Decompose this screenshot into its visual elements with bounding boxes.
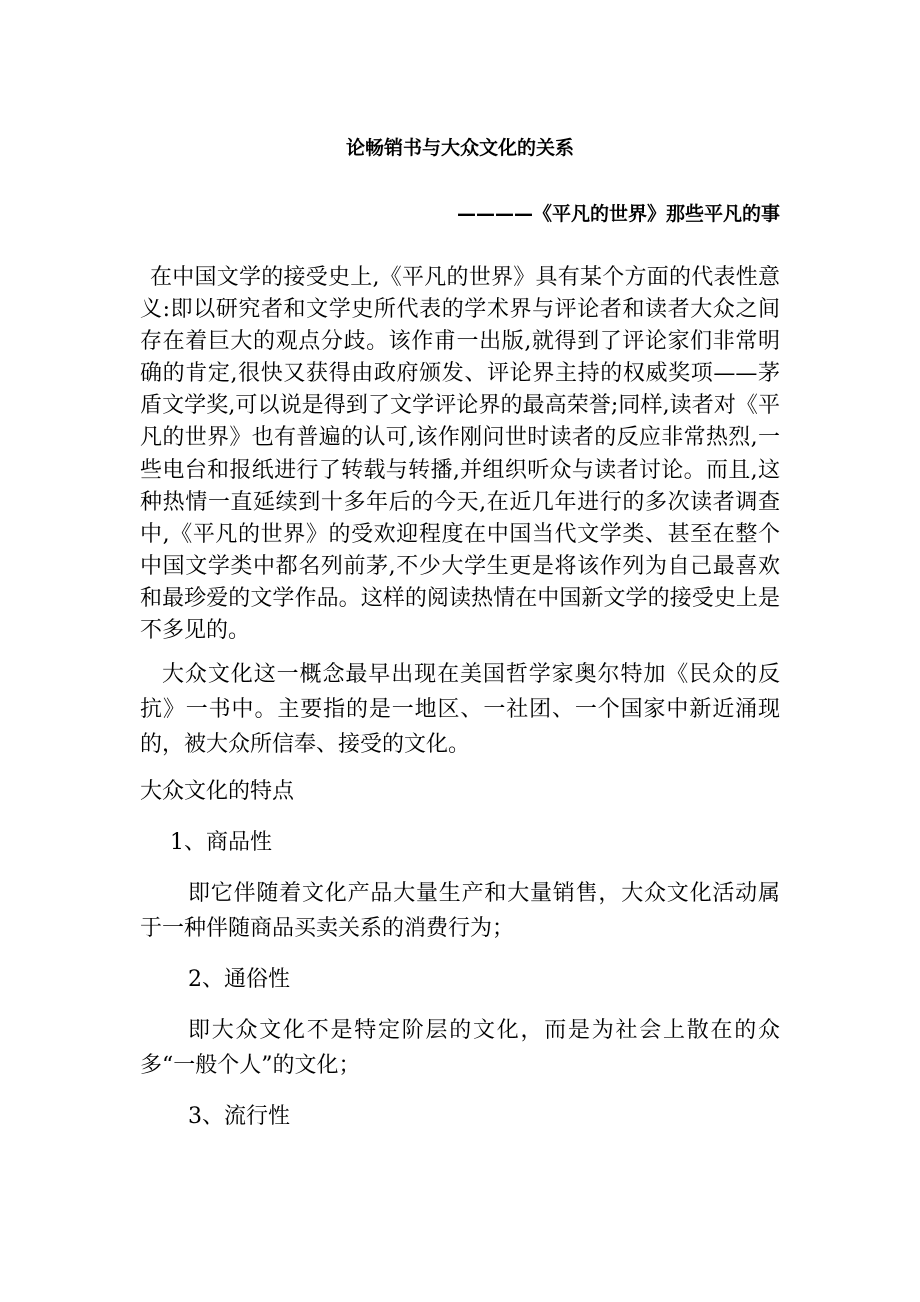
feature-item-title-popular: 2、通俗性 [188,967,290,993]
feature-item-text-commodity: 即它伴随着文化产品大量生产和大量销售，大众文化活动属于一种伴随商品买卖关系的消费行为； [140,881,780,942]
document-subtitle: ————《平凡的世界》那些平凡的事 [456,203,780,225]
paragraph-reception-history: 在中国文学的接受史上,《平凡的世界》具有某个方面的代表性意义:即以研究者和文学史所代表的学术界与评论者和读者大众之间存在着巨大的观点分歧。该作甫一出版,就得到了评论家们非常明确的肯定,很快又获得由政府颁发、评论界主持的权威奖项——茅盾文学奖,可以说是得到了文学评论界的最高荣誉;同样,读者对《平凡的世界》也有普遍的认可,该作刚问世时读者的反应非常热烈,一些电台和报纸进行了转载与转播,并组织听众与读者讨论。而且,这种热情一直延续到十多年后的今天,在近几年进行的多次读者调查中,《平凡的世界》的受欢迎程度在中国当代文学类、甚至在整个中国文学类中都名列前茅,不少大学生更是将该作列为自己最喜欢和最珍爱的文学作品。这样的阅读热情在中国新文学的接受史上是不多见的。 [140,265,780,644]
features-heading: 大众文化的特点 [140,779,295,805]
document-body [140,262,780,1134]
feature-item-title-commodity: 1、商品性 [170,830,272,856]
paragraph-mass-culture-definition: 大众文化这一概念最早出现在美国哲学家奥尔特加《民众的反抗》一书中。主要指的是一地区、一社团、一个国家中新近涌现的，被大众所信奉、接受的文化。 [140,662,780,758]
feature-item-text-popular: 即大众文化不是特定阶层的文化，而是为社会上散在的众多“一般个人”的文化； [140,1018,780,1079]
feature-item-title-trendy: 3、流行性 [188,1104,290,1130]
document-title: 论畅销书与大众文化的关系 [345,137,574,159]
